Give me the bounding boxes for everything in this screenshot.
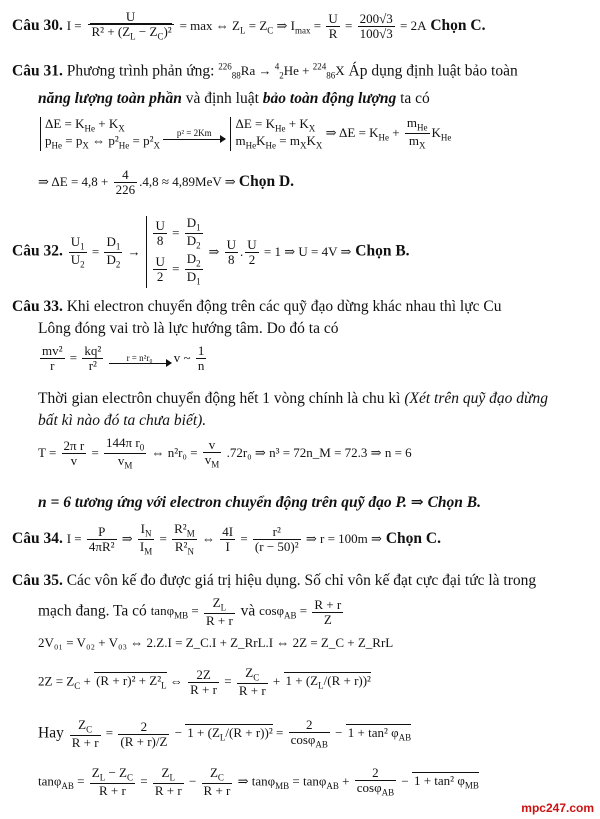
q33-period: T = $\frac{\text{2π r}}{v}$ = $\frac{144\pi r_0}{v_M}$ ⇔ n²r₀ = $\frac{v}{v_M}$ .72r₀ ⇒ n³ = 72n_M = 72.3 ⇒ n = 6 — [38, 435, 412, 472]
q31-line-2: năng lượng toàn phần và định luật bảo toàn động lượng ta có — [38, 90, 430, 107]
site-watermark: mpc247.com — [521, 801, 594, 815]
q32-line: Câu 32. $\frac{U_1}{U_2}$ = $\frac{D_1}{D_2}$ → $\frac{U}{8}$ = $\frac{D_1}{D_2}$ $\frac{U}{2}$ = $\frac{D_2}{D_1}$ ⇒ $\frac{U}{8}$ . $\frac{U}{2}$ = 1 ⇒ U = 4V ⇒ Chọn B. — [12, 215, 410, 288]
q33-force: $\frac{\text{mv²}}{r}$ = $\frac{\text{kq²}}{\text{r²}}$ r = n²r₀ v ~ $\frac{1}{n}$ — [42, 343, 205, 374]
q30-line: Câu 30. I = $\frac{U}{R^2 + (Z_L - Z_C)^2}$ = max ⇔ $Z_L = Z_C$ ⇒ $I_{max}$ = $\frac{U}{R}$ = $\frac{200√3}{100√3}$ = 2A Chọn C. — [12, 9, 486, 42]
q33-line-1: Câu 33. Khi electron chuyển động trên các quỹ đạo dừng khác nhau thì lực Cu — [12, 298, 502, 315]
q31-line-1: Câu 31. Phương trình phản ứng: $^{226}_{88}$Ra → $^4_2$He + $^{224}_{86}$X Áp dụng định luật bảo toàn — [12, 62, 518, 81]
q31-label: Câu 31. — [12, 62, 63, 80]
q35-eq2: $2Z = Z_C + (R + r)^2 + Z^2_L$ ⇔ $\frac{2Z}{R + r}$ = $\frac{Z_C}{R + r}$ + $1 + (Z_L/(R + r))^2$ — [38, 665, 371, 699]
q33-line-2: Lông đóng vai trò là lực hướng tâm. Do đó ta có — [38, 320, 339, 337]
q34-line: Câu 34. I = $\frac{P}{\text{4πR²}}$ ⇒ $\frac{I_N}{I_M}$ = $\frac{R^2_M}{R^2_N}$ ⇔ $\frac{4I}{I}$ = $\frac{\text{r²}}{\text{(r − 50)²}}$ ⇒ r = 100m ⇒ Chọn C. — [12, 521, 441, 558]
q35-eq1: 2V₀₁ = V₀₂ + V₀₃ ⇔ 2.Z.I = Z_C.I + Z_RrL.I ⇔ 2Z = Z_C + Z_RrL — [38, 635, 394, 650]
q35-line-1: Câu 35. Các vôn kế đo được giá trị hiệu dụng. Số chỉ vôn kế đạt cực đại tức là trong — [12, 572, 537, 589]
q30-label: Câu 30. — [12, 16, 63, 34]
q35-line-2: mạch đang. Ta có tanφ$_{MB}$ = $\frac{Z_L}{R + r}$ và cosφ$_{AB}$ = $\frac{R + r}{Z}$ — [38, 595, 342, 629]
q31-result: ⇒ ΔE = 4,8 + $\frac{4}{226}$ .4,8 ≈ 4,89MeV ⇒ Chọn D. — [38, 167, 295, 198]
q35-eq3: Hay $\frac{Z_C}{R + r}$ = $\frac{2}{(R + r)/Z}$ − $1 + (Z_L/(R + r))^2$ = $\frac{2}{\cos\varphi_{AB}}$ − 1 + tan² $\varphi_{AB}$ — [38, 717, 412, 751]
q30-expression: = max ⇔ $Z_L = Z_C$ ⇒ $I_{max}$ = $\frac{U}{R}$ = $\frac{200√3}{100√3}$ = 2A — [179, 11, 427, 42]
q35-eq4: tanφ$_{AB}$ = $\frac{Z_L - Z_C}{R + r}$ = $\frac{Z_L}{R + r}$ − $\frac{Z_C}{R + r}$ ⇒ tanφ$_{MB}$ = tanφ$_{AB}$ + $\frac{2}{\cos\varphi_{AB}}$ − 1 + tan² $\varphi_{MB}$ — [38, 765, 479, 799]
q33-conclusion: n = 6 tương ứng với electron chuyển động trên quỹ đạo P. ⇒ Chọn B. — [38, 494, 482, 511]
q33-line-4: bất kì nào đó ta chưa biết). — [38, 412, 207, 429]
q31-system: $\Delta E = K_{He} + K_X$ $p_{He} = p_X$ ⇔ $p^2_{He} = p^2_X$ p² = 2Km $\Delta E = K_{He} + K_X$ $m_{He}K_{He} = m_XK_X$ ⇒ $\Delta E = K_{He}$ + $\frac{m_{He}}{m_X}$ $K_{He}$ — [38, 116, 451, 152]
q33-line-3: Thời gian electrôn chuyển động hết 1 vòng chính là chu kì (Xét trên quỹ đạo dừng — [38, 390, 548, 407]
q30-choice: Chọn C. — [430, 16, 486, 34]
